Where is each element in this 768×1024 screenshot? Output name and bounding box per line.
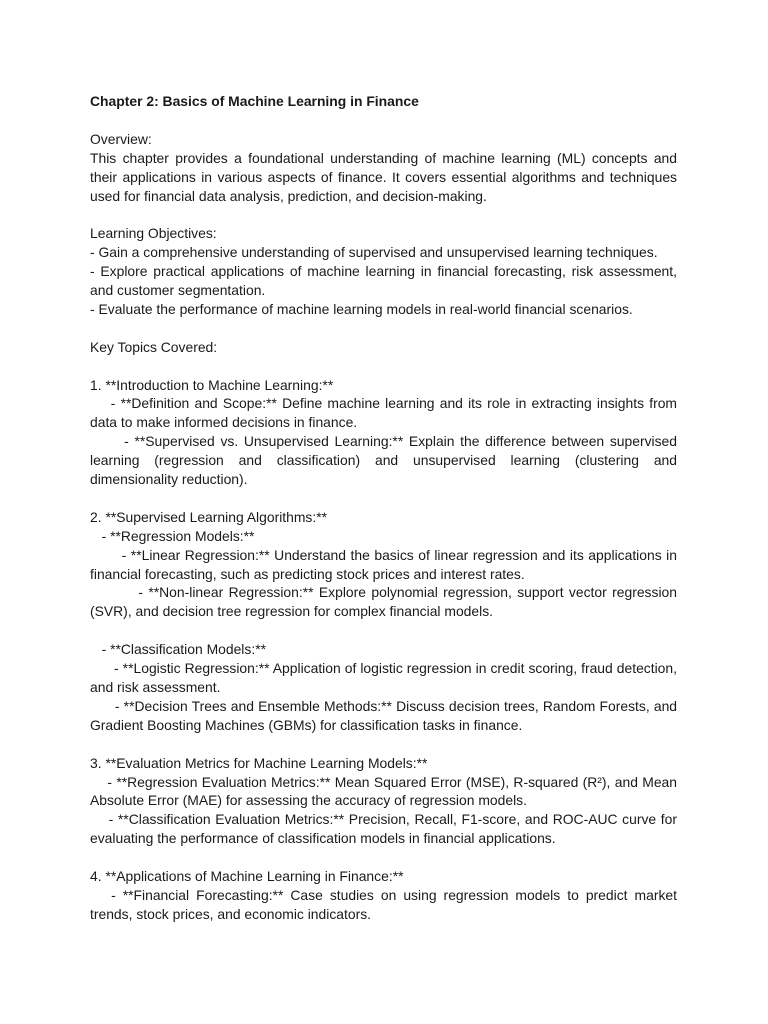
spacer — [90, 735, 677, 754]
topic-item: - **Linear Regression:** Understand the basics of linear regression and its applications in financial forecasting, such as predicting stock prices and interest rates. — [90, 546, 681, 582]
topic-item: - **Definition and Scope:** Define machine learning and its role in extracting insights from data to make informed decisions in finance. — [90, 395, 681, 431]
objectives-heading: Learning Objectives: — [90, 225, 217, 242]
document-page — [90, 92, 681, 924]
section-heading: 1. **Introduction to Machine Learning:** — [90, 376, 334, 393]
spacer — [90, 111, 677, 130]
topic-item: - **Classification Evaluation Metrics:** Precision, Recall, F1-score, and ROC-AUC curve for evaluating the performance of classification models in financial applications. — [90, 811, 681, 847]
topics-heading: Key Topics Covered: — [90, 338, 218, 355]
topic-item: - **Decision Trees and Ensemble Methods:** Discuss decision trees, Random Forests, and Gradient Boosting Machines (GBMs) for classification tasks in finance. — [90, 697, 681, 733]
objective-item: - Evaluate the performance of machine learning models in real-world financial scenarios. — [90, 300, 633, 317]
topic-item: - **Non-linear Regression:** Explore polynomial regression, support vector regression (SVR), and decision tree regression for complex financial models. — [90, 584, 681, 620]
spacer — [90, 357, 677, 376]
spacer — [90, 205, 677, 224]
overview-paragraph: This chapter provides a foundational understanding of machine learning (ML) concepts and their applications in various aspects of finance. It covers essential algorithms and techniques used for financial data analysis, prediction, and decision-making. — [90, 149, 681, 204]
spacer — [90, 319, 677, 338]
overview-heading: Overview: — [90, 130, 152, 147]
spacer — [90, 848, 677, 867]
topic-item: - **Supervised vs. Unsupervised Learning:** Explain the difference between supervised learning (regression and classification) and unsupervised learning (clustering and dimensionality reduction). — [90, 433, 681, 488]
topic-item: - **Financial Forecasting:** Case studies on using regression models to predict market trends, stock prices, and economic indicators. — [90, 886, 681, 922]
section-heading: 2. **Supervised Learning Algorithms:** — [90, 508, 328, 525]
objective-item: - Gain a comprehensive understanding of supervised and unsupervised learning techniques. — [90, 244, 658, 261]
subsection-heading: - **Regression Models:** — [90, 527, 255, 544]
topic-item: - **Logistic Regression:** Application of logistic regression in credit scoring, fraud detection, and risk assessment. — [90, 660, 681, 695]
spacer — [90, 489, 677, 508]
subsection-heading: - **Classification Models:** — [90, 641, 267, 658]
topic-item: - **Regression Evaluation Metrics:** Mean Squared Error (MSE), R-squared (R²), and Mean Absolute Error (MAE) for assessing the accuracy of regression models. — [90, 773, 681, 809]
section-heading: 3. **Evaluation Metrics for Machine Learning Models:** — [90, 754, 428, 771]
chapter-title: Chapter 2: Basics of Machine Learning in Finance — [90, 93, 419, 109]
spacer — [90, 621, 677, 640]
section-heading: 4. **Applications of Machine Learning in Finance:** — [90, 868, 404, 885]
objective-item: - Explore practical applications of machine learning in financial forecasting, risk assessment, and customer segmentation. — [90, 263, 681, 299]
